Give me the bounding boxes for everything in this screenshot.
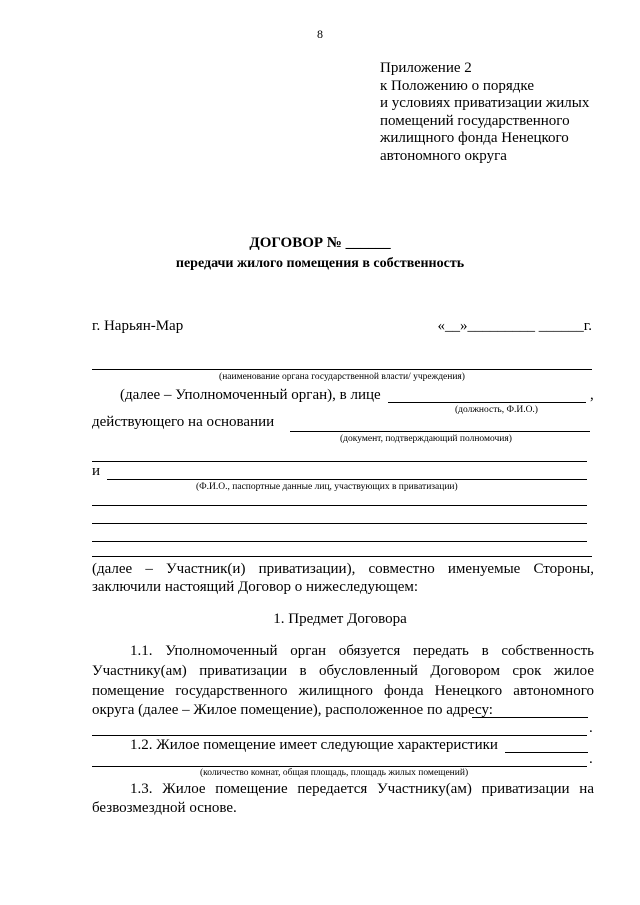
participants-line xyxy=(107,479,587,480)
address-line xyxy=(92,735,587,736)
blank-line xyxy=(92,541,587,542)
clause-1-1: помещение государственного жилищного фонда Ненецкого автономного xyxy=(92,683,594,699)
appendix-line: Приложение 2 xyxy=(380,60,472,76)
represented-by-text: (далее – Уполномоченный орган), в лице xyxy=(120,387,381,403)
organ-name-line xyxy=(92,369,592,370)
appendix-line: к Положению о порядке xyxy=(380,77,534,94)
parties-text: заключили настоящий Договор о нижеследующем: xyxy=(92,579,419,595)
document-line xyxy=(290,431,590,432)
characteristics-line xyxy=(505,752,588,753)
clause-1-1: округа (далее – Жилое помещение), расположенное по адресу: xyxy=(92,702,493,718)
clause-1-2: 1.2. Жилое помещение имеет следующие характеристики xyxy=(130,737,498,753)
parties-text: (далее – Участник(и) приватизации), совместно именуемые Стороны, xyxy=(92,561,594,577)
contract-date: «__»_________ ______г. xyxy=(437,318,592,334)
position-line xyxy=(388,402,586,403)
comma: , xyxy=(590,387,594,403)
period: . xyxy=(589,751,593,767)
and-text: и xyxy=(92,463,101,479)
blank-line xyxy=(92,556,592,557)
appendix-line: и условиях приватизации жилых xyxy=(380,95,590,111)
blank-line xyxy=(92,523,587,524)
caption-participants: (Ф.И.О., паспортные данные лиц, участвующих в приватизации) xyxy=(196,482,458,492)
acting-basis-text: действующего на основании xyxy=(92,414,275,430)
appendix-line: жилищного фонда Ненецкого xyxy=(380,130,569,146)
caption-rooms: (количество комнат, общая площадь, площадь жилых помещений) xyxy=(200,768,469,778)
caption-position: (должность, Ф.И.О.) xyxy=(455,405,538,415)
clause-1-3: 1.3. Жилое помещение передается Участнику(ам) приватизации на xyxy=(130,781,594,797)
caption-document: (документ, подтверждающий полномочия) xyxy=(340,434,512,444)
address-line xyxy=(472,717,588,718)
clause-1-1: 1.1. Уполномоченный орган обязуется передать в собственность xyxy=(130,643,594,659)
period: . xyxy=(589,720,593,736)
clause-1-1: Участнику(ам) приватизации в обусловленный Договором срок жилое xyxy=(92,663,594,679)
appendix-line: помещений государственного xyxy=(380,112,570,129)
city: г. Нарьян-Мар xyxy=(92,318,184,334)
caption-organ: (наименование органа государственной власти/ учреждения) xyxy=(219,372,465,382)
section-heading: 1. Предмет Договора xyxy=(273,611,407,627)
blank-line xyxy=(92,461,587,462)
contract-subtitle: передачи жилого помещения в собственность xyxy=(175,256,465,271)
contract-title: ДОГОВОР № ______ xyxy=(249,235,391,251)
characteristics-line xyxy=(92,766,587,767)
clause-1-3: безвозмездной основе. xyxy=(92,800,237,816)
page-number: 8 xyxy=(317,27,323,41)
appendix-line: автономного округа xyxy=(380,147,507,164)
appendix-note xyxy=(380,60,589,165)
blank-line xyxy=(92,505,587,506)
